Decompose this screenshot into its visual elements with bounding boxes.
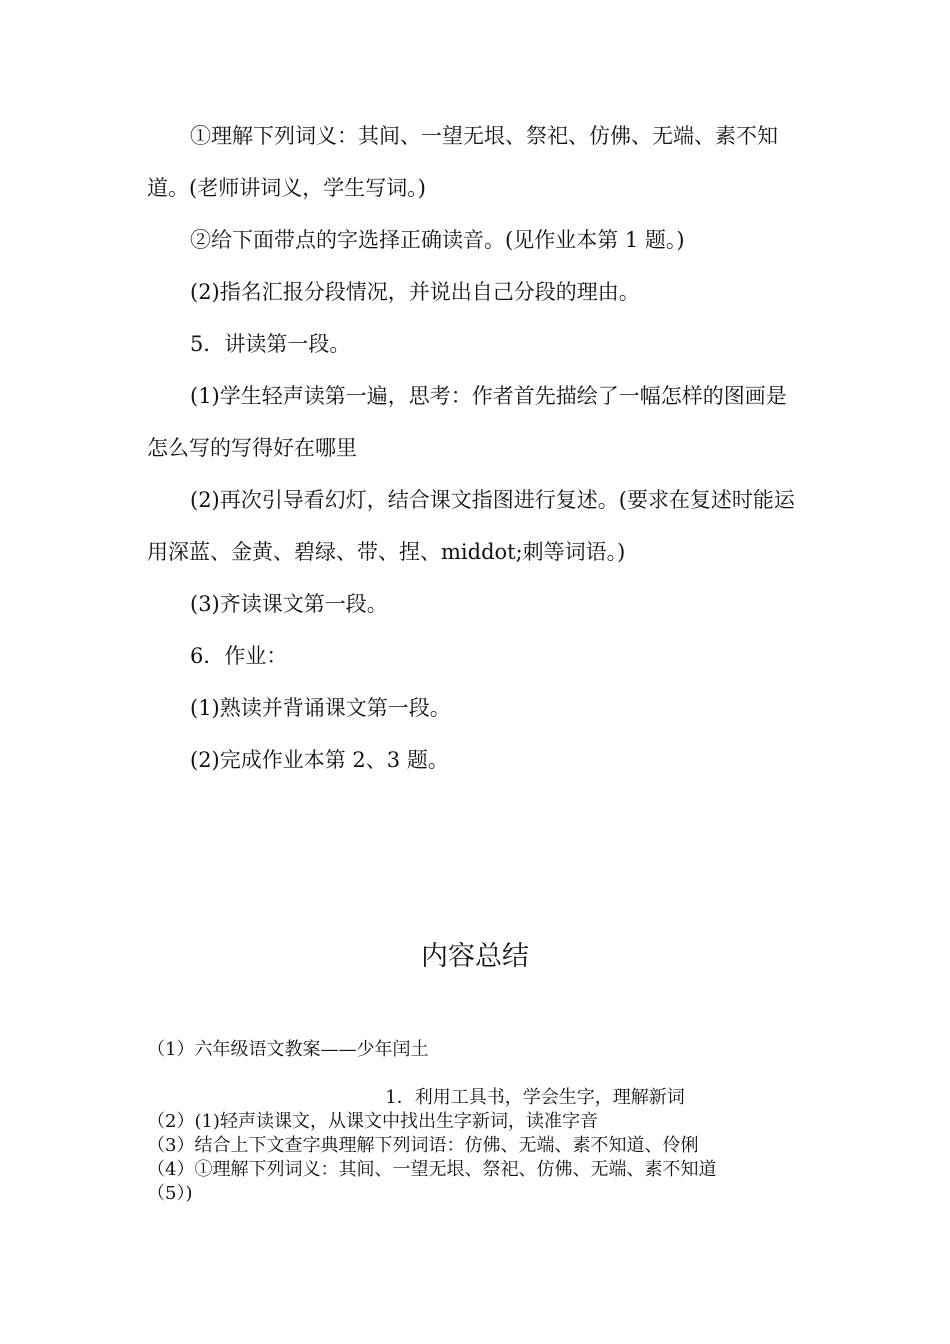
paragraph-word-meanings: ①理解下列词义：其间、一望无垠、祭祀、仿佛、无端、素不知道。(老师讲词义，学生写词。): [147, 124, 778, 200]
paragraph-group-reading: (3)齐读课文第一段。: [190, 592, 388, 616]
paragraph-heading-5: 5．讲读第一段。: [190, 332, 351, 356]
paragraph-heading-6: 6．作业：: [190, 644, 288, 668]
summary-line-3: （3）结合上下文查字典理解下列词语：仿佛、无端、素不知道、伶俐: [147, 1135, 699, 1156]
summary-line-4: （4）①理解下列词义：其间、一望无垠、祭祀、仿佛、无端、素不知道: [147, 1159, 717, 1180]
paragraph-first-reading: (1)学生轻声读第一遍，思考：作者首先描绘了一幅怎样的图画是怎么写的写得好在哪里: [147, 384, 787, 460]
summary-line-1: （1）六年级语文教案——少年闰土: [147, 1039, 429, 1060]
paragraph-homework-2: (2)完成作业本第 2、3 题。: [190, 748, 449, 772]
summary-line-2: （2）(1)轻声读课文，从课文中找出生字新词，读准字音: [147, 1111, 598, 1132]
summary-line-5: （5）): [147, 1183, 193, 1204]
paragraph-homework-1: (1)熟读并背诵课文第一段。: [190, 696, 451, 720]
summary-center-line: 1．利用工具书，学会生字，理解新词: [385, 1087, 685, 1108]
paragraph-pronunciation: ②给下面带点的字选择正确读音。(见作业本第 1 题。): [190, 228, 685, 252]
summary-title: 内容总结: [421, 941, 529, 972]
paragraph-segment-report: (2)指名汇报分段情况，并说出自己分段的理由。: [190, 280, 640, 304]
paragraph-retelling: (2)再次引导看幻灯，结合课文指图进行复述。(要求在复述时能运用深蓝、金黄、碧绿、带、捏、middot;刺等词语。): [147, 488, 795, 564]
